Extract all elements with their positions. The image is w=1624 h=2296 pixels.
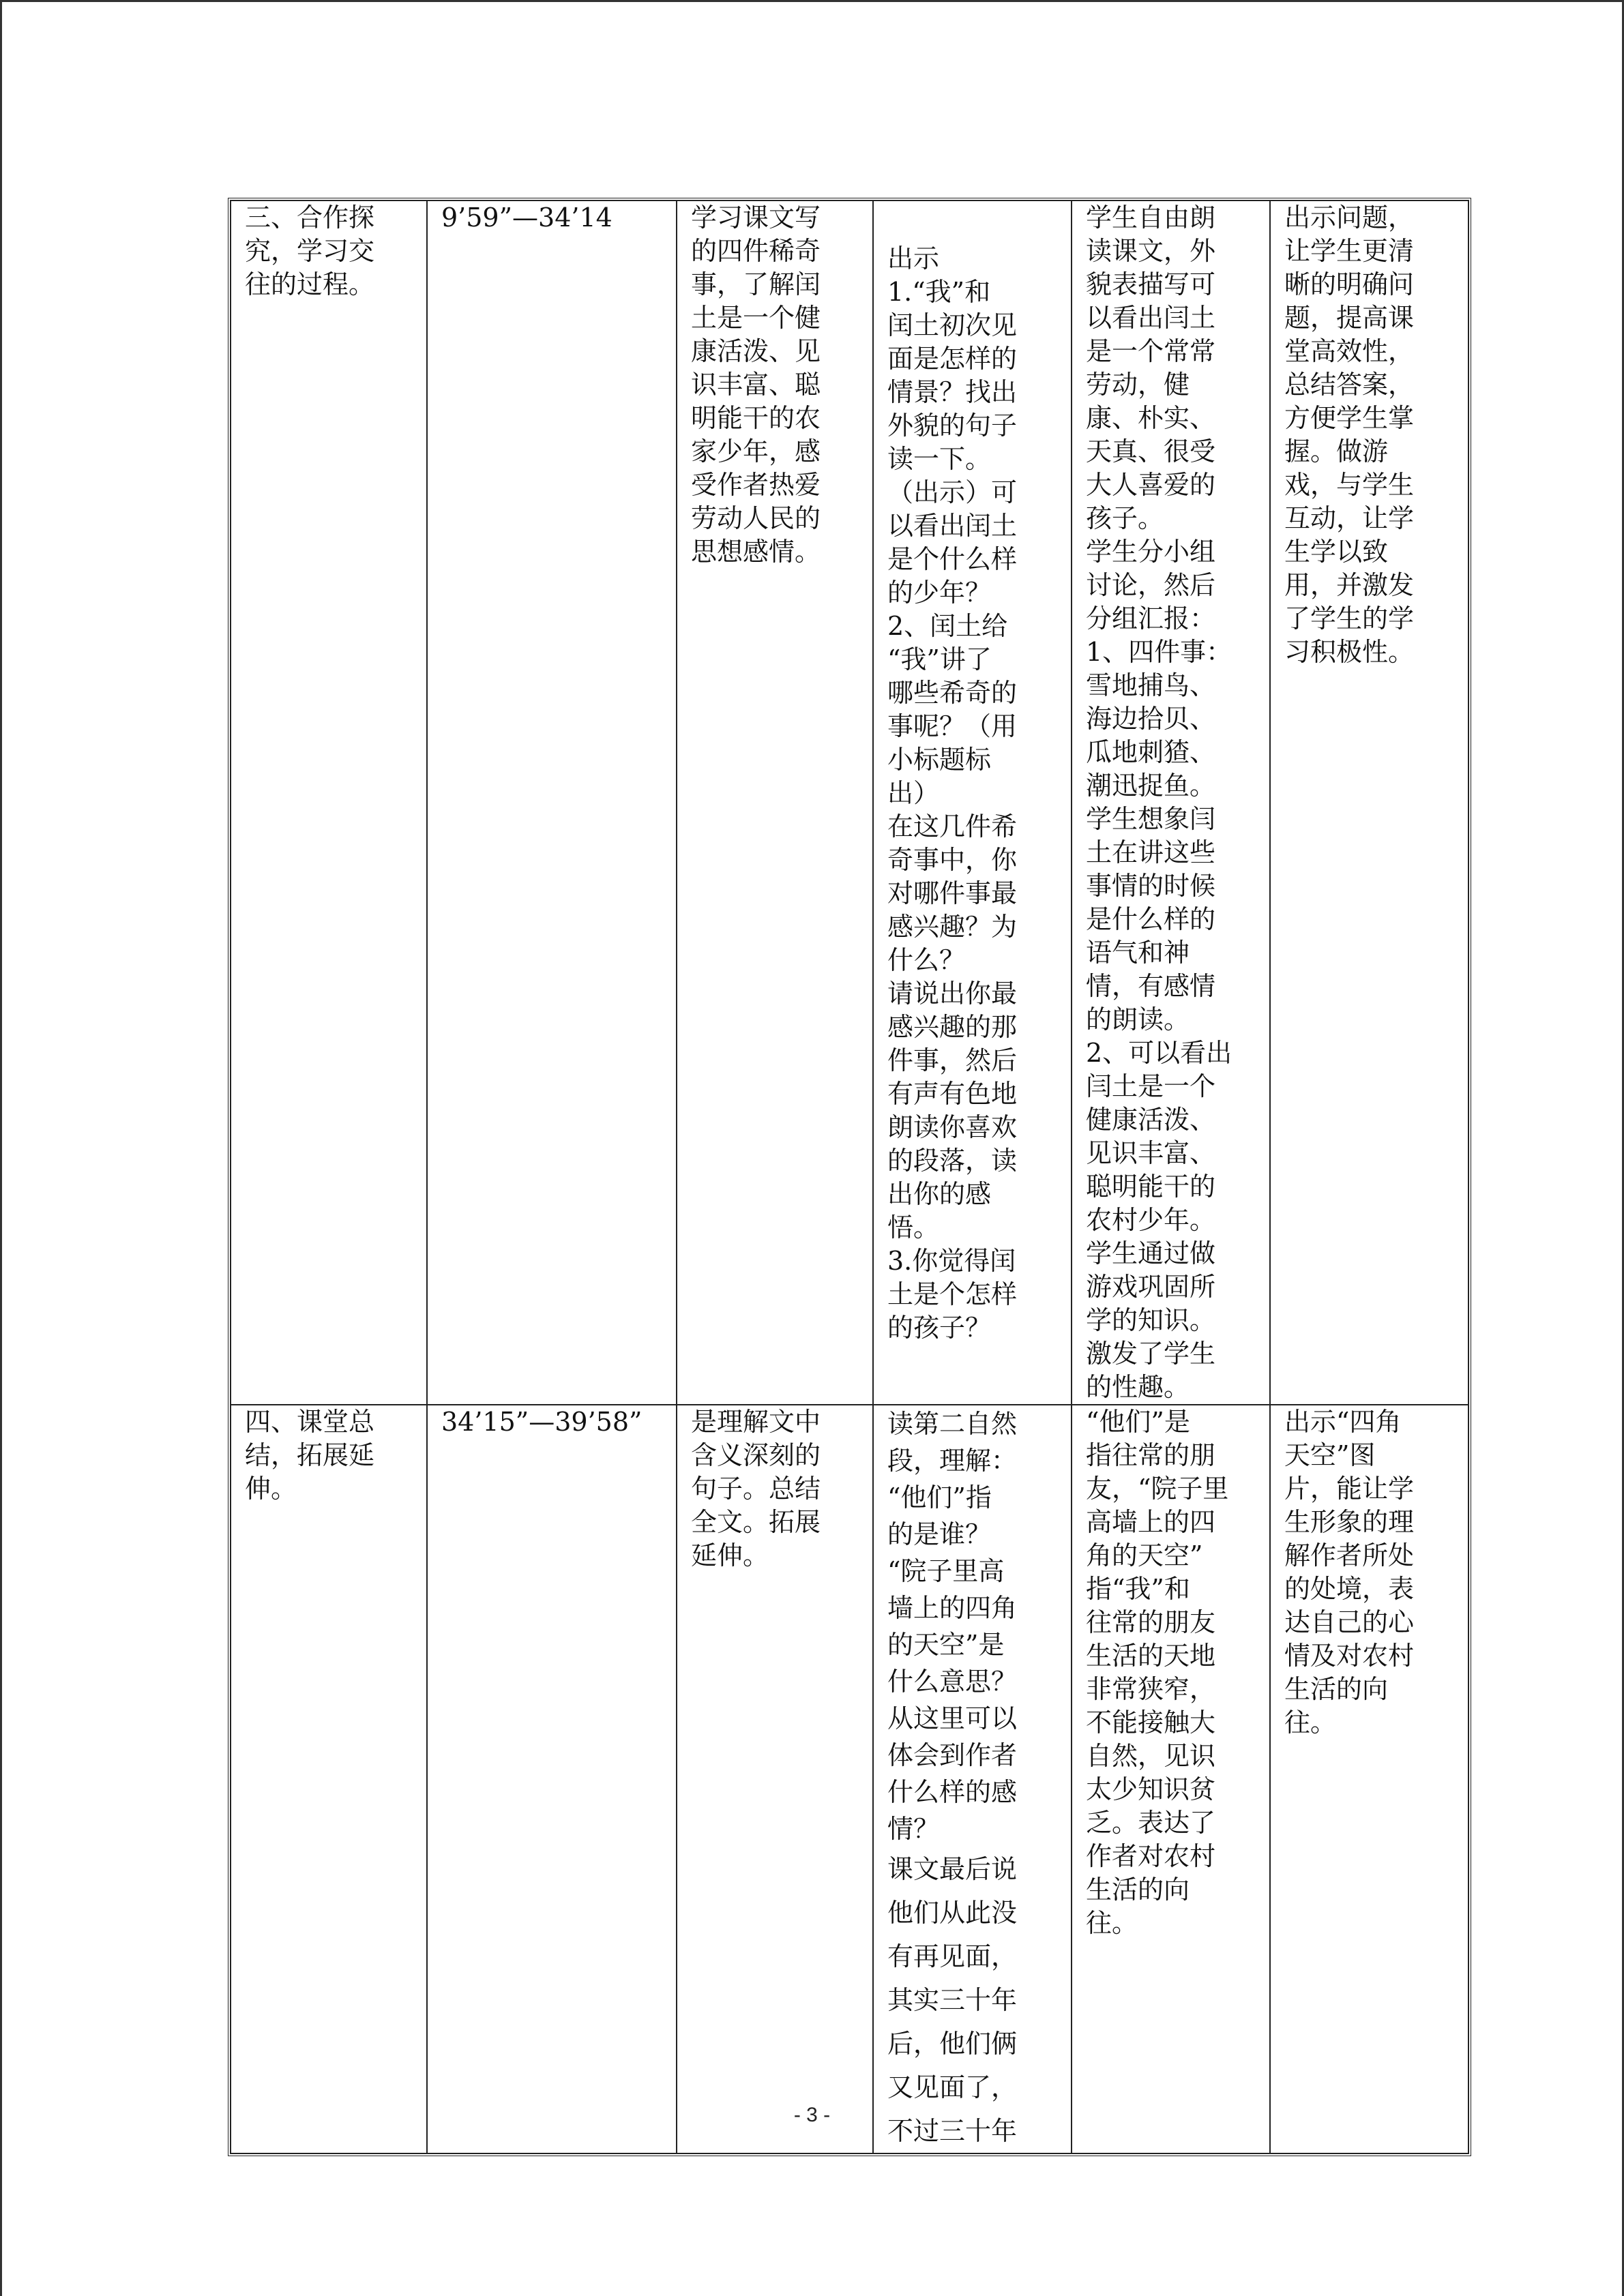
- student-activity-text: “他们”是 指往常的朋 友，“院子里 高墙上的四 角的天空” 指“我”和 往常的朋友 生活的天地 非常狭窄， 不能接触大 自然，见识 太少知识贫 乏。表达了 作者对农村 生活的向 往。: [1086, 1407, 1229, 1938]
- teacher-activity-cell: [873, 200, 1072, 1405]
- goal-text: 是理解文中 含义深刻的 句子。总结 全文。拓展 延伸。: [691, 1407, 821, 1570]
- page-top-border: [0, 0, 1624, 2]
- time-text: 9’59”—34’14: [441, 203, 612, 233]
- teacher-activity-text: 读第二自然 段，理解： “他们”指 的是谁？ “院子里高 墙上的四角 的天空”是 什么意思？ 从这里可以 体会到作者 什么样的感 情？: [887, 1409, 1018, 1844]
- design-intent-text: 出示“四角 天空”图 片，能让学 生形象的理 解作者所处 的处境，表 达自己的心 情及对农村 生活的向 往。: [1284, 1407, 1415, 1738]
- page-number: - 3 -: [793, 2104, 831, 2126]
- teacher-activity-text: 出示 1.“我”和 闰土初次见 面是怎样的 情景？找出 外貌的句子 读一下。 （出示）可 以看出闰土 是个什么样 的少年？ 2、闰土给 “我”讲了 哪些希奇的 事呢？（用 小标题标 出） 在这几件希 奇事中，你 对哪件事最 感兴趣？为 什么？ 请说出你最 感兴趣的那 件事，然后 有声有色地 朗读你喜欢 的段落，读 出你的感 悟。 3.你觉得闰 土是个怎样 的孩子？: [887, 243, 1018, 1343]
- time-text: 34’15”—39’58”: [441, 1407, 643, 1437]
- table-row: [231, 1405, 1468, 2153]
- design-intent-cell: [1270, 1405, 1468, 2153]
- design-intent-cell: [1270, 200, 1468, 1405]
- teacher-activity-text-continued: 课文最后说 他们从此没 有再见面， 其实三十年 后，他们俩 又见面了， 不过三十年: [887, 1854, 1018, 2146]
- student-activity-cell: [1072, 200, 1270, 1405]
- stage-cell: [231, 200, 427, 1405]
- stage-text: 四、课堂总 结，拓展延 伸。: [245, 1407, 375, 1504]
- goal-cell: [677, 1405, 873, 2153]
- teacher-activity-cell: [873, 1405, 1072, 2153]
- design-intent-text: 出示问题， 让学生更清 晰的明确问 题，提高课 堂高效性， 总结答案， 方便学生掌 握。做游 戏，与学生 互动，让学 生学以致 用，并激发 了学生的学 习积极性。: [1284, 203, 1415, 667]
- stage-text: 三、合作探 究，学习交 往的过程。: [245, 203, 375, 299]
- time-cell: [427, 1405, 677, 2153]
- lesson-plan-table: [228, 198, 1471, 2156]
- time-cell: [427, 200, 677, 1405]
- student-activity-text: 学生自由朗 读课文，外 貌表描写可 以看出闫土 是一个常常 劳动，健 康、朴实、 天真、很受 大人喜爱的 孩子。 学生分小组 讨论，然后 分组汇报： 1、四件事： 雪地捕鸟、 海边拾贝、 瓜地刺猹、 潮迅捉鱼。 学生想象闫 土在讲这些 事情的时候 是什么样的 语气和神 情，有感情 的朗读。 2、可以看出 闫土是一个 健康活泼、 见识丰富、 聪明能干的 农村少年。 学生通过做 游戏巩固所 学的知识。 激发了学生 的性趣。: [1086, 203, 1232, 1402]
- goal-text: 学习课文写 的四件稀奇 事，了解闰 土是一个健 康活泼、见 识丰富、聪 明能干的农 家少年，感 受作者热爱 劳动人民的 思想感情。: [691, 203, 821, 567]
- page-left-border: [0, 0, 2, 2296]
- goal-cell: [677, 200, 873, 1405]
- stage-cell: [231, 1405, 427, 2153]
- table-row: [231, 200, 1468, 1405]
- student-activity-cell: [1072, 1405, 1270, 2153]
